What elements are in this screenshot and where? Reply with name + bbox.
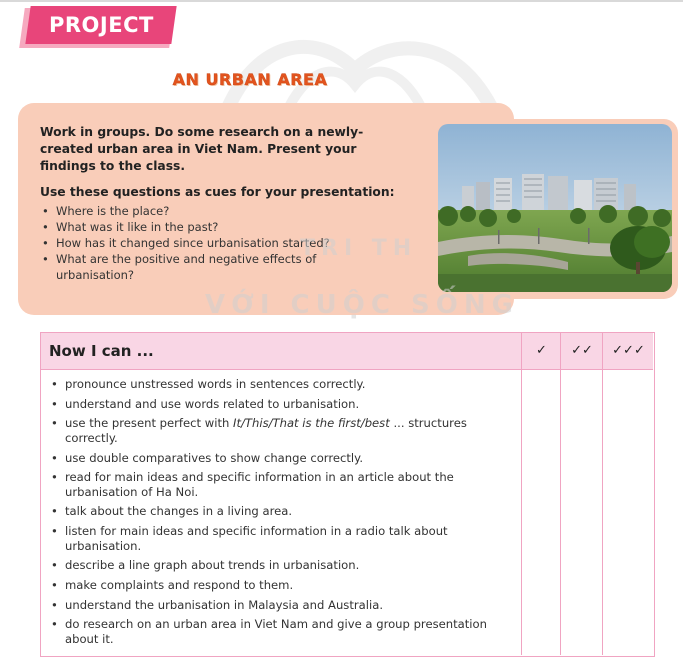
can-do-item: • talk about the changes in a living area. — [49, 504, 519, 519]
can-do-item: • describe a line graph about trends in urbanisation. — [49, 558, 519, 573]
table-heading: Now I can ... — [49, 342, 154, 360]
self-assessment-table — [40, 332, 655, 657]
urban-area-photo — [438, 124, 672, 292]
can-do-item-text: use the present perfect with — [65, 416, 234, 431]
watermark-line-2: VỚI CUỘC SỐNG — [205, 290, 519, 320]
question-item: • How has it changed since urbanisation started? — [40, 235, 440, 251]
can-do-item-italic: It/This/That is the first/best — [233, 416, 390, 431]
can-do-item: • read for main ideas and specific information in an article about the urbanisation of Ha Noi. — [49, 470, 519, 499]
project-intro: Work in groups. Do some research on a newly-created urban area in Viet Nam. Present your findings to the class. — [40, 125, 364, 173]
can-do-item: • listen for main ideas and specific information in a radio talk about urbanisation. — [49, 524, 519, 553]
can-do-item — [49, 416, 519, 445]
can-do-item: • use double comparatives to show change correctly. — [49, 451, 519, 466]
can-do-item: • pronounce unstressed words in sentences correctly. — [49, 377, 519, 392]
urban-area-illustration — [438, 124, 672, 292]
can-do-list — [49, 377, 519, 646]
check-column-1: ✓ — [536, 343, 547, 358]
project-label: PROJECT — [48, 13, 154, 37]
check-column-3: ✓✓✓ — [612, 343, 645, 358]
can-do-item: • make complaints and respond to them. — [49, 578, 519, 593]
question-item: • What was it like in the past? — [40, 219, 440, 235]
can-do-item: • understand and use words related to urbanisation. — [49, 397, 519, 412]
page-title: AN URBAN AREA — [172, 70, 328, 89]
check-column-2: ✓✓ — [571, 343, 593, 358]
question-item: • What are the positive and negative effects of urbanisation? — [40, 251, 356, 283]
question-item: • Where is the place? — [40, 203, 440, 219]
watermark-line-1: TRI TH — [300, 236, 418, 261]
can-do-item-text: ... structures correctly. — [65, 416, 467, 445]
cue-heading: Use these questions as cues for your presentation: — [40, 185, 395, 199]
table-body — [49, 377, 519, 652]
can-do-item: • do research on an urban area in Viet Nam and give a group presentation about it. — [49, 617, 519, 646]
project-badge — [25, 6, 176, 44]
column-divider — [602, 333, 603, 655]
top-divider — [0, 0, 683, 2]
column-divider — [560, 333, 561, 655]
can-do-item: • understand the urbanisation in Malaysia and Australia. — [49, 598, 519, 613]
column-divider — [521, 333, 522, 655]
